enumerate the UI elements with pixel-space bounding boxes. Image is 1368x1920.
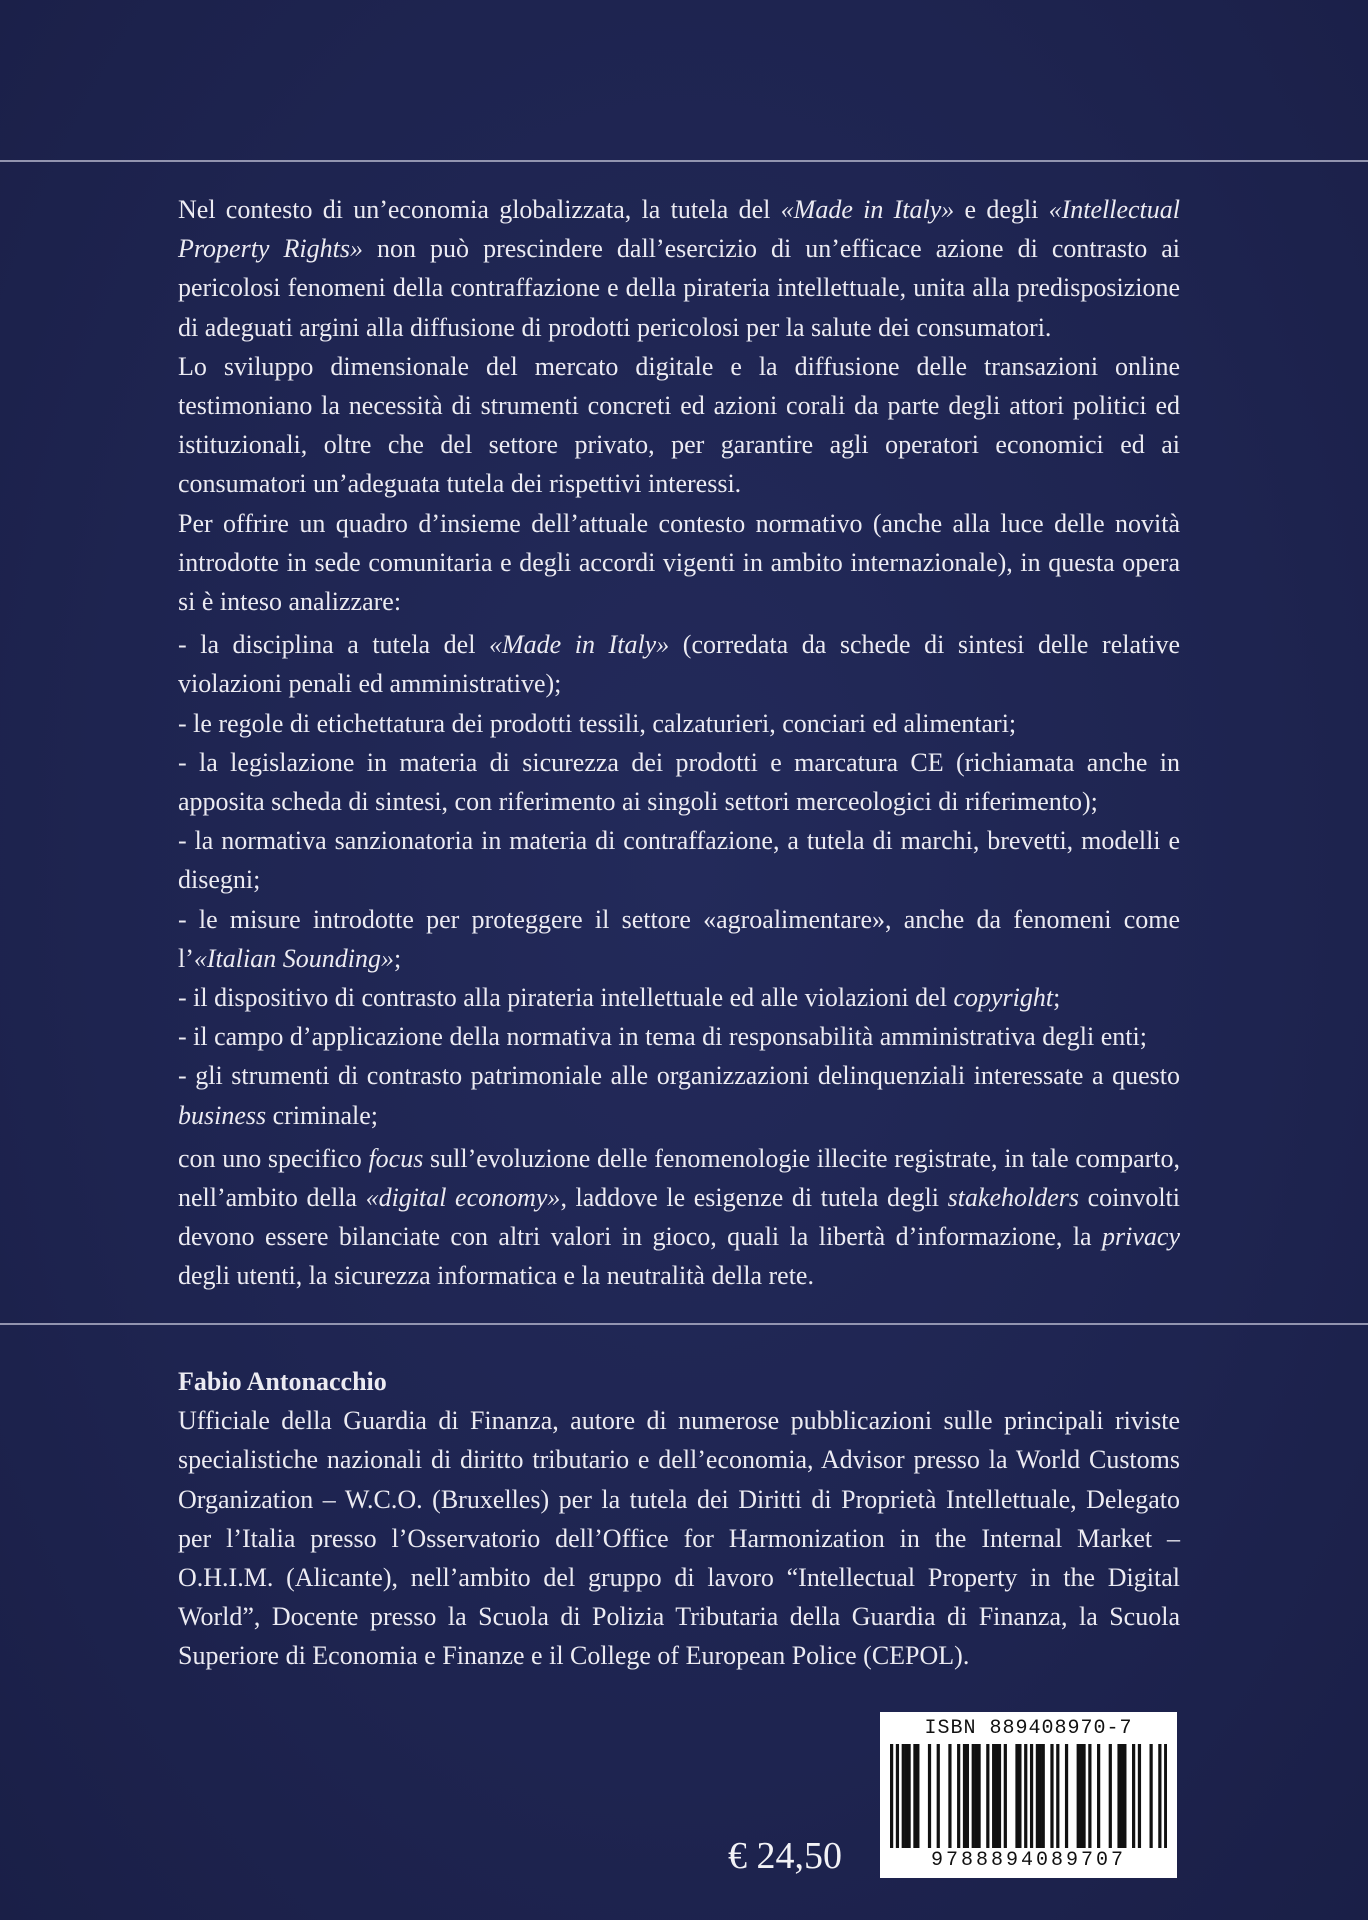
barcode-bar [957, 1744, 960, 1848]
topic-item: - le regole di etichettatura dei prodotti tessili, calzaturieri, conciari ed alimentari; [178, 708, 1017, 738]
blurb-paragraph-1: Nel contesto di un’economia globalizzata, la tutela del «Made in Italy» e degli «Intellectual Property Rights» non può prescindere dall’esercizio di un’efficace azione di contrasto ai pericolosi fenomeni della contraffazione e della pirateria intellettuale, unita alla predisposizione di adeguati argini alla diffusione di prodotti pericolosi per la salute dei consumatori. [178, 195, 1180, 342]
topics-list [178, 625, 1180, 1135]
price-label: € 24,50 [728, 1835, 842, 1877]
barcode-bar [1138, 1744, 1141, 1848]
barcode-bar [1015, 1744, 1018, 1848]
barcode-bar [1030, 1744, 1033, 1848]
barcode-bar [905, 1744, 908, 1848]
barcode-bar [1024, 1744, 1027, 1848]
barcode-bar [907, 1744, 910, 1848]
blurb-paragraph-4: con uno specifico focus sull’evoluzione delle fenomenologie illecite registrate, in tale comparto, nell’ambito della «digital economy», laddove le esigenze di tutela degli stakeholders coinvolti devono essere bilanciate con altri valori in gioco, quali la libertà d’informazione, la privacy degli utenti, la sicurezza informatica e la neutralità della rete. [178, 1143, 1181, 1291]
barcode-bar [902, 1744, 905, 1848]
topic-item: - gli strumenti di contrasto patrimoniale alle organizzazioni delinquenziali interessate a questo business criminale; [178, 1061, 1180, 1130]
barcode-bar [896, 1744, 899, 1848]
barcode-bar [986, 1744, 989, 1848]
barcode-bar [1039, 1744, 1042, 1848]
topic-item: - il campo d’applicazione della normativa in tema di responsabilità amministrativa degli enti; [178, 1022, 1147, 1052]
barcode-bar [1080, 1744, 1083, 1848]
barcode-bar [1132, 1744, 1135, 1848]
barcode-bar [1120, 1744, 1123, 1848]
barcode-bar [998, 1744, 1001, 1848]
topic-item: - le misure introdotte per proteggere il settore «agroalimentare», anche da fenomeni come l’«Italian Sounding»; [178, 904, 1180, 973]
barcode-bar [995, 1744, 998, 1848]
author-name: Fabio Antonacchio [178, 1367, 387, 1396]
barcode-bar [1050, 1744, 1053, 1848]
barcode-bar [913, 1744, 916, 1848]
barcode-bar [1004, 1744, 1007, 1848]
barcode-bar [1150, 1744, 1153, 1848]
barcode-bar [1109, 1744, 1112, 1848]
barcode-bar [972, 1744, 975, 1848]
top-divider [0, 160, 1368, 162]
barcode-bar [1164, 1744, 1167, 1848]
barcode-bar [966, 1744, 969, 1848]
author-section [178, 1362, 1180, 1676]
topic-item: - la disciplina a tutela del «Made in Italy» (corredata da schede di sintesi delle relative violazioni penali ed amministrative); [178, 630, 1180, 699]
barcode-bar [992, 1744, 995, 1848]
ean-digits: 9788894089707 [930, 1849, 1127, 1872]
author-bio: Ufficiale della Guardia di Finanza, autore di numerose pubblicazioni sulle principali riviste specialistiche nazionali di diritto tributario e dell’economia, Advisor presso la World Customs Organization – W.C.O. (Bruxelles) per la tutela dei Diritti di Proprietà Intellettuale, Delegato per l’Italia presso l’Osservatorio dell’Office for Harmonization in the Internal Market – O.H.I.M. (Alicante), nell’ambito del gruppo di lavoro “Intellectual Property in the Digital World”, Docente presso la Scuola di Polizia Tributaria della Guardia di Finanza, la Scuola Superiore di Economia e Finanze e il College of European Police (CEPOL). [178, 1406, 1180, 1671]
barcode-bar [1082, 1744, 1085, 1848]
blurb-paragraph-2: Lo sviluppo dimensionale del mercato digitale e la diffusione delle transazioni online testimoniano la necessità di strumenti concreti ed azioni corali da parte degli attori politici ed istituzionali, oltre che del settore privato, per garantire agli operatori economici ed ai consumatori un’adeguata tutela dei rispettivi interessi. [178, 351, 1180, 499]
barcode-bar [963, 1744, 966, 1848]
barcode-bar [1018, 1744, 1021, 1848]
topic-item: - la legislazione in materia di sicurezza dei prodotti e marcatura CE (richiamata anche in apposita scheda di sintesi, con riferimento ai singoli settori merceologici di riferimento); [178, 747, 1180, 817]
barcode-bar [1036, 1744, 1039, 1848]
barcode-bar [1088, 1744, 1091, 1848]
middle-divider [0, 1323, 1368, 1325]
barcode-bar [1042, 1744, 1045, 1848]
barcode-bar [1097, 1744, 1100, 1848]
barcode-bar [890, 1744, 893, 1848]
barcode-bar [1077, 1744, 1080, 1848]
isbn-label: ISBN 889408970-7 [924, 1717, 1133, 1740]
barcode-bar [1065, 1744, 1068, 1848]
topic-item: - il dispositivo di contrasto alla pirateria intellettuale ed alle violazioni del copyright; [178, 983, 1061, 1013]
blurb-paragraph-3: Per offrire un quadro d’insieme dell’attuale contesto normativo (anche alla luce delle novità introdotte in sede comunitaria e degli accordi vigenti in ambito internazionale), in questa opera si è inteso analizzare: [178, 508, 1180, 617]
barcode-bars [890, 1744, 1167, 1848]
back-cover-blurb [178, 190, 1180, 1296]
barcode-bar [1158, 1744, 1161, 1848]
barcode-bar [928, 1744, 931, 1848]
barcode-bar [1123, 1744, 1126, 1848]
isbn-barcode [880, 1712, 1177, 1878]
barcode-bar [948, 1744, 951, 1848]
barcode-bar [1056, 1744, 1059, 1848]
barcode-bar [977, 1744, 980, 1848]
topic-item: - la normativa sanzionatoria in materia di contraffazione, a tutela di marchi, brevetti, modelli e disegni; [178, 826, 1180, 895]
barcode-bar [975, 1744, 978, 1848]
barcode-bar [1117, 1744, 1120, 1848]
barcode-bar [916, 1744, 919, 1848]
barcode-bar [937, 1744, 940, 1848]
